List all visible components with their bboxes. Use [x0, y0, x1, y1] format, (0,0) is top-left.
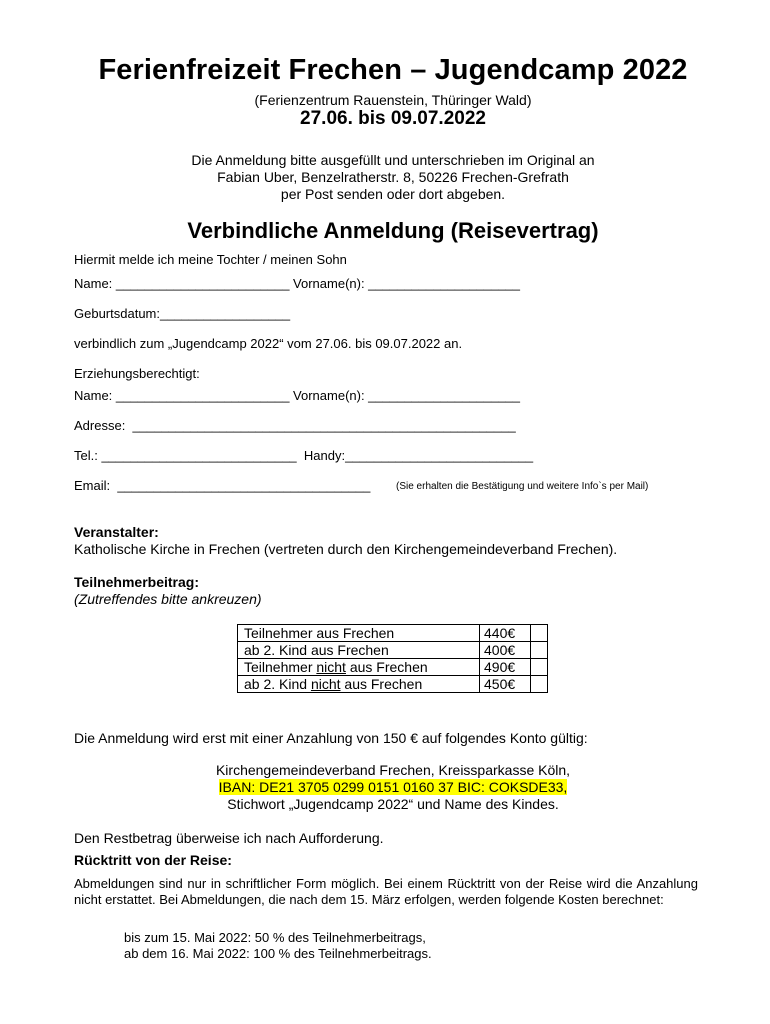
fees-label: Teilnehmerbeitrag: — [74, 574, 199, 590]
organizer-section — [74, 524, 617, 558]
page-title: Ferienfreizeit Frechen – Jugendcamp 2022 — [98, 54, 688, 86]
fee-checkbox[interactable] — [531, 625, 548, 642]
venue-subtitle: (Ferienzentrum Rauenstein, Thüringer Wald) — [254, 92, 532, 108]
list-item: ab dem 16. Mai 2022: 100 % des Teilnehmerbeitrags. — [124, 946, 432, 961]
organizer-text: Katholische Kirche in Frechen (vertreten durch den Kirchengemeindeverband Frechen). — [74, 541, 618, 557]
fees-section — [74, 574, 262, 608]
list-item: bis zum 15. Mai 2022: 50 % des Teilnehmerbeitrags, — [124, 930, 426, 945]
cancellation-terms — [124, 930, 432, 962]
table-row — [238, 642, 548, 659]
guardian-name-field[interactable]: Name: ________________________ Vorname(n): _____________________ — [74, 388, 521, 403]
email-field[interactable]: Email: ___________________________________ — [74, 478, 371, 493]
fee-checkbox[interactable] — [531, 642, 548, 659]
fee-price: 400€ — [480, 642, 531, 659]
guardian-label: Erziehungsberechtigt: — [74, 366, 200, 381]
bank-details — [0, 762, 770, 813]
instruction-line: Fabian Uber, Benzelratherstr. 8, 50226 Frechen-Grefrath — [217, 169, 569, 185]
fee-price: 490€ — [480, 659, 531, 676]
table-row — [238, 625, 548, 642]
email-note: (Sie erhalten die Bestätigung und weitere Info`s per Mail) — [396, 481, 649, 492]
fee-price: 450€ — [480, 676, 531, 693]
organizer-label: Veranstalter: — [74, 524, 159, 540]
table-row — [238, 659, 548, 676]
instruction-line: per Post senden oder dort abgeben. — [280, 186, 506, 202]
table-row — [238, 676, 548, 693]
address-field[interactable]: Adresse: _____________________________________________________ — [74, 418, 516, 433]
submission-instructions — [0, 152, 770, 203]
fee-description: Teilnehmer nicht aus Frechen — [238, 659, 480, 676]
fee-checkbox[interactable] — [531, 676, 548, 693]
intro-text: Hiermit melde ich meine Tochter / meinen Sohn — [74, 252, 347, 267]
fees-hint: (Zutreffendes bitte ankreuzen) — [74, 591, 262, 607]
fee-description: ab 2. Kind nicht aus Frechen — [238, 676, 480, 693]
fee-price: 440€ — [480, 625, 531, 642]
camp-dates: 27.06. bis 09.07.2022 — [300, 108, 486, 129]
payment-reference: Stichwort „Jugendcamp 2022“ und Name des Kindes. — [227, 796, 559, 812]
cancellation-label: Rücktritt von der Reise: — [74, 852, 232, 868]
phone-field[interactable]: Tel.: ___________________________ Handy:__________________________ — [74, 448, 534, 463]
iban-text: IBAN: DE21 3705 0299 0151 0160 37 BIC: COKSDE33, — [218, 779, 568, 795]
fee-description: ab 2. Kind aus Frechen — [238, 642, 480, 659]
remaining-payment-text: Den Restbetrag überweise ich nach Aufforderung. — [74, 830, 384, 846]
bank-account: Kirchengemeindeverband Frechen, Kreissparkasse Köln, — [215, 762, 571, 778]
payment-text: Die Anmeldung wird erst mit einer Anzahlung von 150 € auf folgendes Konto gültig: — [74, 730, 588, 746]
birthdate-field[interactable]: Geburtsdatum:__________________ — [74, 306, 291, 321]
form-heading: Verbindliche Anmeldung (Reisevertrag) — [187, 218, 599, 243]
fees-table — [237, 624, 548, 693]
fee-description: Teilnehmer aus Frechen — [238, 625, 480, 642]
instruction-line: Die Anmeldung bitte ausgefüllt und unterschrieben im Original an — [191, 152, 595, 168]
cancellation-text: Abmeldungen sind nur in schriftlicher Form möglich. Bei einem Rücktritt von der Reise wird die Anzahlung nicht erstattet. Bei Abmeldungen, die nach dem 15. März erfolgen, werden folgende Kosten berechnet: — [74, 876, 698, 907]
fee-checkbox[interactable] — [531, 659, 548, 676]
child-name-field[interactable]: Name: ________________________ Vorname(n): _____________________ — [74, 276, 521, 291]
confirmation-text: verbindlich zum „Jugendcamp 2022“ vom 27.06. bis 09.07.2022 an. — [74, 336, 463, 351]
